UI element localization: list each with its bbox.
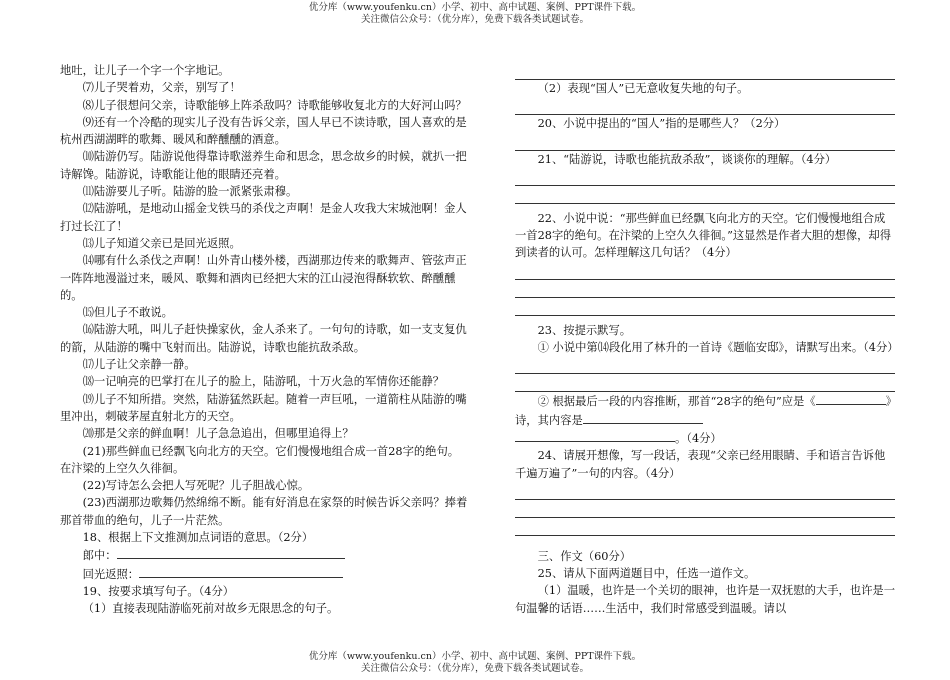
answer-blank-18a[interactable] [117,546,345,559]
question-23-item-2-prefix: ② 根据最后一段的内容推断，那首“28字的绝句”应是《 [537,395,816,409]
question-23: 23、按提示默写。 [537,323,632,337]
question-19-part-1: （1）直接表现陆游临死前对故乡无限思念的句子。 [82,602,339,616]
left-column [60,62,470,618]
paragraph-10: ⑽陆游仍写。陆游说他得靠诗歌滋养生命和思念，思念故乡的时候，就扒一把诗解馋。陆游说，诗歌能让他的眼睛还亮着。 [60,150,467,181]
question-23-item-2-middle: 》诗，其内容是 [515,395,892,427]
answer-line-23a-1[interactable] [515,356,895,374]
answer-line-24b[interactable] [515,500,895,518]
question-18-item-a-label: 郎中： [82,549,117,563]
paragraph-18: ⒅一记响亮的巴掌打在儿子的脸上，陆游吼，十万火急的军情你还能静？ [82,375,445,389]
page-header [0,2,950,26]
question-18: 18、根据上下文推测加点词语的意思。（2分） [82,531,314,545]
question-22: 22、小说中说：“那些鲜血已经飘飞向北方的天空。它们慢慢地组合成一首28字的绝句。在汴梁的上空久久徘徊。”这显然是作者大胆的想像，却得到读者的认可。怎样理解这几句话？（4分） [515,211,892,260]
answer-line-21a[interactable] [515,168,895,186]
paragraph-15: ⒂但儿子不敢说。 [82,306,173,320]
answer-line-19b[interactable] [515,97,895,115]
paragraph-22: (22)写诗怎么会把人写死呢？儿子胆战心惊。 [82,479,310,493]
answer-line-22c[interactable] [515,298,895,316]
paragraph-9: ⑼还有一个冷酷的现实儿子没有告诉父亲，国人早已不读诗歌，国人喜欢的是杭州西湖湖畔的歌舞、暖风和醉醺醺的酒意。 [60,115,467,147]
answer-line-20[interactable] [515,133,895,151]
footer-line-2: 关注微信公众号：（优分库），免费下载各类试题试卷。 [360,663,589,674]
question-18-item-a [60,546,470,564]
answer-line-24a[interactable] [515,482,895,500]
paragraph-23: (23)西湖那边歌舞仍然绵绵不断。能有好消息在家祭的时候告诉父亲吗？捧着那首带血的绝句，儿子一片茫然。 [60,496,468,527]
paragraph-14: ⒁哪有什么杀伐之声啊！山外青山楼外楼，西湖那边传来的歌舞声、管弦声正一阵阵地漫溢过来，暖风、歌舞和酒肉已经把大宋的江山浸泡得酥软软、醉醺醺的。 [60,254,467,302]
question-19-part-2: （2）表现“国人”已无意收复失地的句子。 [537,82,749,95]
paragraph-13: ⒀儿子知道父亲已是回光返照。 [82,236,241,250]
paragraph-11: ⑾陆游要儿子听。陆游的脸一派紧张肃穆。 [82,185,298,199]
answer-blank-18b[interactable] [139,565,343,578]
page-footer [0,651,950,675]
question-25: 25、请从下面两道题目中，任选一道作文。 [537,567,756,581]
paragraph-0: 地吐，让儿子一个字一个字地记。 [60,64,230,77]
question-19: 19、按要求填写句子。（4分） [82,584,235,598]
question-18-item-b-label: 回光返照： [82,567,140,581]
poem-content-blank-2[interactable] [515,429,675,442]
paragraph-12: ⑿陆游吼，是地动山摇金戈铁马的杀伐之声啊！是金人攻我大宋城池啊！金人打过长江了！ [60,202,467,233]
poem-title-blank[interactable] [816,392,886,405]
answer-line-24c[interactable] [515,518,895,536]
question-21: 21、“陆游说，诗歌也能抗敌杀敌”，谈谈你的理解。（4分） [537,152,837,166]
answer-line-22b[interactable] [515,280,895,298]
section-3-heading: 三、作文（60分） [537,549,632,563]
question-23-item-2 [515,392,895,429]
header-line-2: 关注微信公众号：（优分库），免费下载各类试题试卷。 [360,14,589,25]
answer-line-23a-2[interactable] [515,374,895,392]
question-24: 24、请展开想像，写一段话，表现“父亲已经用眼睛、手和语言告诉他千遍万遍了”一句的内容。（4分） [515,449,886,480]
header-line-1: 优分库（www.youfenku.cn）小学、初中、高中试题、案例、PPT课件下载。 [308,2,642,13]
question-23-item-1: ① 小说中第⒁段化用了林升的一首诗《题临安邸》，请默写出来。（4分） [537,341,899,355]
paragraph-16: ⒃陆游大吼，叫儿子赶快操家伙，金人杀来了。一句句的诗歌，如一支支复仇的箭，从陆游的嘴中飞射而出。陆游说，诗歌也能抗敌杀敌。 [60,323,467,354]
question-25-option-1: （1）温暖，也许是一个关切的眼神，也许是一双抚慰的大手，也许是一句温馨的话语……生活中，我们时常感受到温暖。请以 [515,584,895,615]
paragraph-7: ⑺儿子哭着劝，父亲，别写了！ [82,81,241,95]
answer-line-21b[interactable] [515,186,895,204]
question-23-item-2-cont [515,429,895,447]
paragraph-20: ⒇那是父亲的鲜血啊！儿子急急追出，但哪里追得上？ [82,427,354,441]
footer-line-1: 优分库（www.youfenku.cn）小学、初中、高中试题、案例、PPT课件下载。 [308,651,642,662]
question-20: 20、小说中提出的“国人”指的是哪些人？（2分） [537,117,786,131]
right-column [515,62,899,617]
question-18-item-b [60,565,470,583]
answer-line-19a[interactable] [515,62,895,80]
paragraph-21: (21)那些鲜血已经飘飞向北方的天空。它们慢慢地组合成一首28字的绝句。在汴梁的上空久久徘徊。 [60,444,460,475]
question-23-item-2-suffix: 。（4分） [675,431,722,445]
paragraph-17: ⒄儿子让父亲静一静。 [82,358,196,372]
paragraph-8: ⑻儿子很想问父亲，诗歌能够上阵杀敌吗？诗歌能够收复北方的大好河山吗？ [82,98,467,112]
poem-content-blank-1[interactable] [583,411,703,424]
paragraph-19: ⒆儿子不知所措。突然，陆游猛然跃起。随着一声巨吼，一道箭柱从陆游的嘴里冲出，刺破茅屋直射北方的天空。 [60,392,467,423]
answer-line-22a[interactable] [515,262,895,280]
